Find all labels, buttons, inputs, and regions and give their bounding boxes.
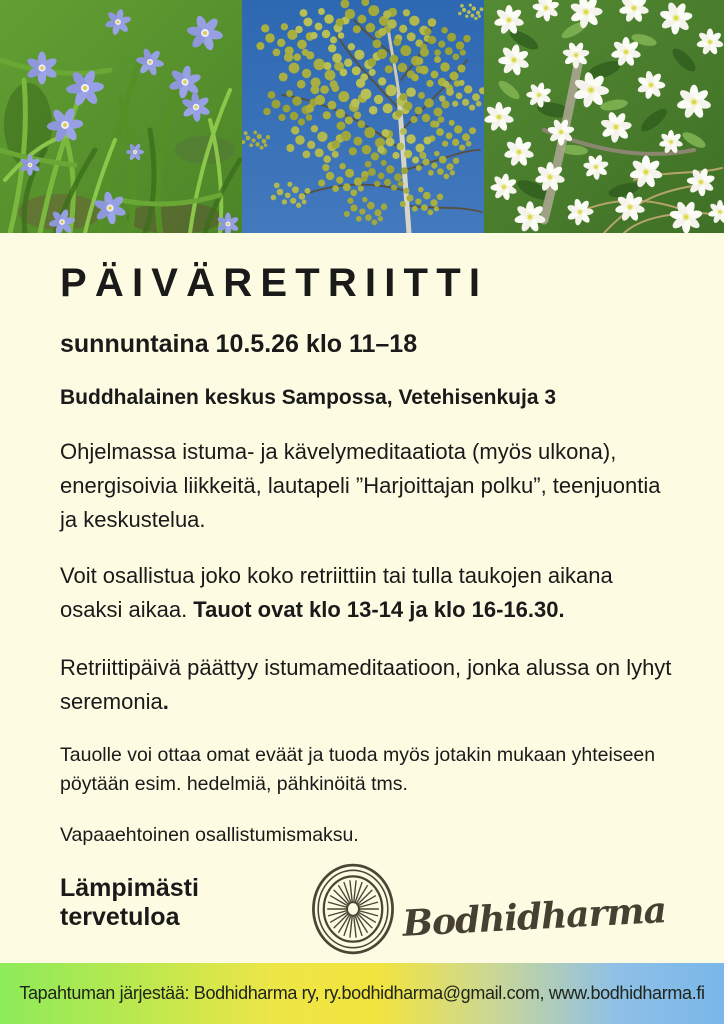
blue-spring-flowers-photo bbox=[0, 0, 242, 233]
dharma-wheel-icon bbox=[310, 860, 396, 958]
wood-anemones-photo bbox=[484, 0, 724, 233]
participation-text bbox=[60, 559, 678, 627]
participation-normal: Voit osallistua joko koko retriittiin tai tulla taukojen aikana osaksi aikaa. bbox=[60, 563, 613, 622]
fee-text: Vapaaehtoinen osallistumismaksu. bbox=[60, 824, 359, 846]
logo-text: Bodhidharma bbox=[401, 889, 668, 945]
page-title: PÄIVÄRETRIITTI bbox=[60, 261, 489, 305]
snacks-text: Tauolle voi ottaa omat eväät ja tuoda myös jotakin mukaan yhteiseen pöytään esim. hedelmiä, pähkinöitä tms. bbox=[60, 744, 656, 795]
breaks-bold-text: Tauot ovat klo 13-14 ja klo 16-16.30. bbox=[193, 597, 565, 622]
welcome-text: Lämpimästi tervetuloa bbox=[60, 874, 199, 931]
welcome-logo-row bbox=[60, 860, 684, 958]
ending-bold-period: . bbox=[162, 689, 169, 714]
event-datetime: sunnuntaina 10.5.26 klo 11–18 bbox=[60, 330, 418, 358]
ending-normal: Retriittipäivä päättyy istumameditaatioon, jonka alussa on lyhyt seremonia bbox=[60, 655, 672, 714]
program-text: Ohjelmassa istuma- ja kävelymeditaatiota (myös ulkona), energisoivia liikkeitä, lautapeli ”Harjoittajan polku”, teenjuontia ja keskustelua. bbox=[60, 439, 661, 532]
photo-strip bbox=[0, 0, 724, 233]
footer-bar bbox=[0, 963, 724, 1024]
birch-tree-blue-sky-photo bbox=[242, 0, 484, 233]
organizer-contact-text: Tapahtuman järjestää: Bodhidharma ry, ry.bodhidharma@gmail.com, www.bodhidharma.fi bbox=[19, 983, 705, 1003]
flyer-body bbox=[0, 233, 724, 963]
bodhidharma-logo bbox=[310, 860, 666, 958]
ending-text bbox=[60, 651, 678, 719]
event-location: Buddhalainen keskus Sampossa, Vetehisenkuja 3 bbox=[60, 386, 557, 409]
